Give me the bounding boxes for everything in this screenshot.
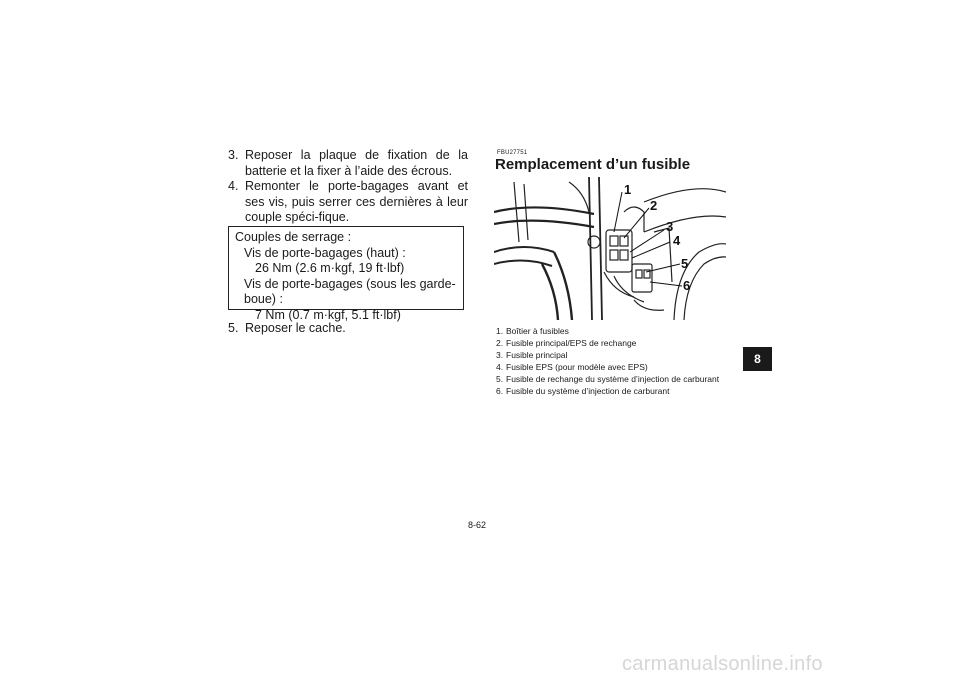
step-number: 4. xyxy=(228,179,239,193)
step-text: Reposer le cache. xyxy=(245,321,346,335)
spec-item2-label-line2: boue) : xyxy=(244,292,283,306)
step-number: 3. xyxy=(228,148,239,162)
spec-item1-label: Vis de porte-bagages (haut) : xyxy=(244,245,406,260)
callout-3: 3 xyxy=(666,219,674,234)
torque-spec-box xyxy=(228,226,464,322)
step-number: 5. xyxy=(228,321,239,335)
page-number: 8-62 xyxy=(468,520,487,530)
figure-caption-list xyxy=(496,325,719,398)
spec-item2-value: 7 Nm (0.7 m·kgf, 5.1 ft·lbf) xyxy=(255,307,401,322)
callout-4: 4 xyxy=(673,233,681,248)
step-text: Reposer la plaque de fixation de la batterie et la fixer à l’aide des écrous. xyxy=(245,148,468,178)
spec-item1-value: 26 Nm (2.6 m·kgf, 19 ft·lbf) xyxy=(255,261,405,275)
step-text: Remonter le porte-bagages avant et ses vis, puis serrer ces dernières à leur couple spéci-fique. xyxy=(245,179,468,224)
caption-item: 3. Fusible principal xyxy=(496,350,568,361)
caption-item: 5. Fusible de rechange du système d’injection de carburant xyxy=(496,374,720,385)
chapter-tab: 8 xyxy=(743,347,772,371)
callout-2: 2 xyxy=(650,198,658,213)
fuse-box-illustration xyxy=(494,172,726,320)
step-5 xyxy=(228,321,468,337)
callout-1: 1 xyxy=(624,182,632,197)
spec-item2-label-line1: Vis de porte-bagages (sous les garde- xyxy=(244,276,456,291)
caption-item: 4. Fusible EPS (pour modèle avec EPS) xyxy=(496,362,648,373)
watermark: carmanualsonline.info xyxy=(622,653,823,675)
caption-item: 6. Fusible du système d’injection de carburant xyxy=(496,386,670,397)
callout-5: 5 xyxy=(681,256,689,271)
step-4 xyxy=(228,179,468,226)
section-title: Remplacement d’un fusible xyxy=(495,156,691,173)
callout-6: 6 xyxy=(683,278,691,293)
spec-heading: Couples de serrage : xyxy=(235,230,352,244)
caption-item: 2. Fusible principal/EPS de rechange xyxy=(496,338,637,349)
section-code: FBU27751 xyxy=(497,150,528,156)
caption-item: 1. Boîtier à fusibles xyxy=(496,326,569,336)
step-3 xyxy=(228,148,468,179)
